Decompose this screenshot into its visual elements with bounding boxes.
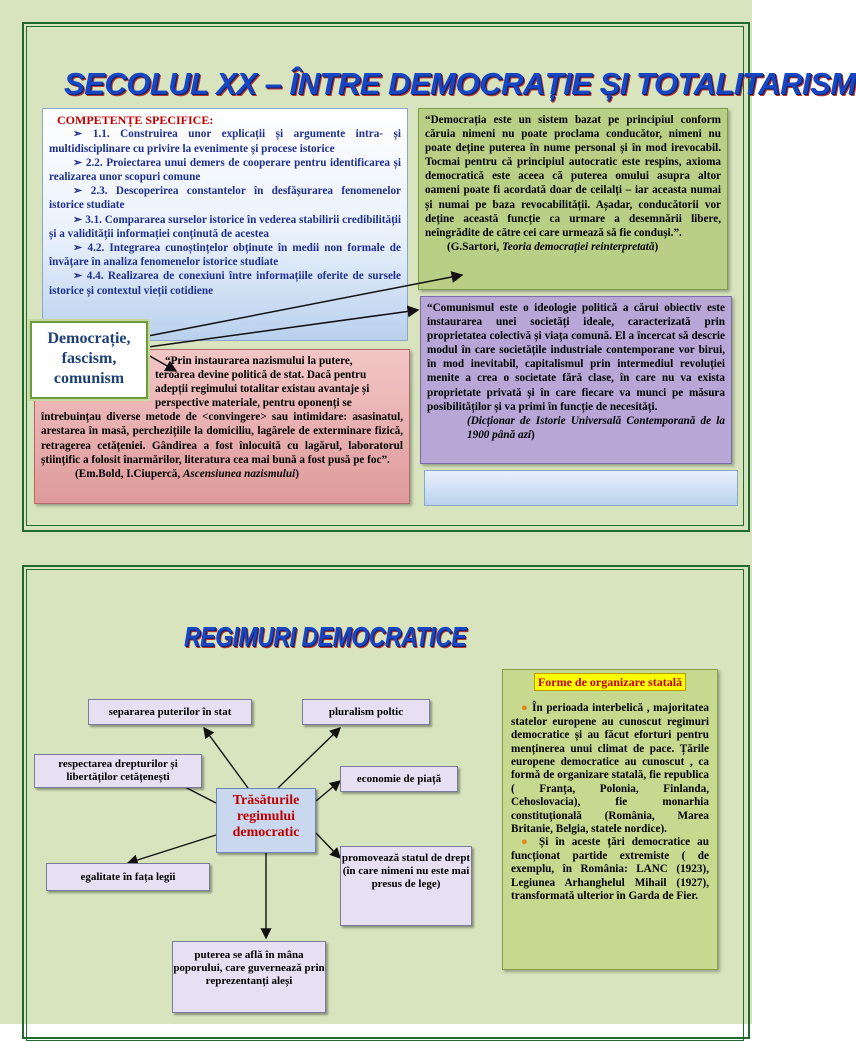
bullet-arrow-icon: ➢ [73, 156, 86, 169]
forms-heading: Forme de organizare statală [534, 673, 686, 691]
forms-paragraph-2: Și în aceste țări democratice au funcționat partide extremiste ( de exemplu, în România: LANC (1923), Legiunea Arhanghelul Mihail (1927), transformată ulterior în Garda de Fier. [511, 836, 709, 903]
forms-box [502, 669, 718, 970]
slide-title: SECOLUL XX – ÎNTRE DEMOCRAȚIE ȘI TOTALITARISM [64, 66, 856, 101]
quote-nazism-source: (Em.Bold, I.Ciupercă, Ascensiunea nazismului) [75, 467, 299, 480]
slide-title: REGIMURI DEMOCRATICE [184, 621, 467, 652]
competence-item: 1.1. Construirea unor explicații și argumente intra- și multidisciplinare cu privire la evenimente și procese istorice [49, 128, 401, 155]
feature-rule-of-law: promovează statul de drept (în care nimeni nu este mai presus de lege) [340, 846, 472, 926]
orange-ball-icon: ● [521, 836, 532, 849]
quote-democracy-source: (G.Sartori, Teoria democrației reinterpretată) [447, 240, 659, 253]
feature-market-economy: economie de piață [340, 766, 458, 792]
slide-democratic-regimes [0, 543, 752, 1024]
quote-communism-text: “Comunismul este o ideologie politică a cărui obiectiv este instaurarea unei societăți ideale, caracterizată prin proprietatea colectivă și viața comună. El a încercat să descrie modul în care societățile industriale contemporane vor birui, în mod inevitabil, capitalismul prin intermediul revoluției menite a crea o societate fără clase, în care nu va exista proprietate privată și în care fiecare va munci pe măsura posibilităților și va primi în funcție de necesități. [427, 302, 725, 413]
feature-political-pluralism: pluralism poltic [302, 699, 430, 725]
center-node: Trăsăturile regimului democratic [216, 788, 316, 853]
quote-nazism-text: întrebuințau diverse metode de <convingere> sau intimidare: asasinatul, arestarea în masă, perchezițiile la domiciliu, lagărele de exterminare fizică, retragerea cetățeniei. Gândirea a fost înlocuită cu lagărul, laboratorul științific a folosit înarmărilor, literatura cea mai bună a fost pusă pe foc”. [41, 411, 403, 466]
competence-item: 2.2. Proiectarea unui demers de cooperare pentru identificarea și realizarea unor scopuri comune [49, 156, 402, 183]
quote-communism-source: (Dicționar de Istorie Universală Contemporană de la 1900 până azi) [467, 414, 725, 441]
feature-separation-of-powers: separarea puterilor în stat [88, 699, 252, 725]
forms-paragraph-1: În perioada interbelică , majoritatea statelor europene au cunoscut regimuri democratice și au făcut eforturi pentru menținerea unui climat de pace. Țările europene democratice au cunoscut , ca formă de organizare statală, fie republica ( Franța, Polonia, Finlanda, Cehoslovacia), fie monarhia constituțională (România, Marea Britanie, Belgia, statele nordice). [511, 702, 710, 836]
quote-nazism-line: perspective materiale, pentru oponenți se [155, 397, 352, 410]
quote-nazism-line: “Prin instaurarea nazismului la putere, [165, 355, 353, 367]
competence-item: 3.1. Compararea surselor istorice în vederea stabilirii credibilității și a validității informației conținută de acestea [49, 213, 402, 240]
quote-democracy-text: “Democrația este un sistem bazat pe principiul conform căruia nimeni nu poate proclama conducător, nimeni nu poate deține puterea în nume personal și în mod irevocabil. Tocmai pentru că principiul autocratic este respins, axioma democratică este aceea că puterea omului asupra altor oameni poate fi acordată doar de ceilalți – iar aceasta numai și numai pe baza revocabilității. Așadar, conducătorii vor deține această funcție ca urmare a desemnării libere, neîngrădite de către cei care urmează să fie conduși.”. [425, 114, 721, 239]
feature-power-of-people: puterea se află în mâna poporului, care guvernează prin reprezentanți aleși [172, 941, 326, 1013]
orange-ball-icon: ● [521, 702, 529, 715]
competence-item: 4.2. Integrarea cunoștințelor obținute în medii non formale de învățare în analiza fenomenelor istorice studiate [49, 241, 401, 269]
center-topic-label: Democrație, fascism, comunism [30, 321, 148, 399]
competence-item: 2.3. Descoperirea constantelor în desfășurarea fenomenelor istorice studiate [49, 185, 402, 212]
feature-equality-before-law: egalitate în fața legii [46, 863, 210, 891]
quote-nazism-line: teroarea devine politică de stat. Dacă pentru [155, 369, 367, 382]
quote-nazism-line: adepții regimului totalitar existau avantaje și [155, 383, 370, 396]
bullet-arrow-icon: ➢ [73, 185, 91, 198]
competences-heading: COMPETENȚE SPECIFICE: [57, 113, 214, 127]
bullet-arrow-icon: ➢ [73, 270, 87, 283]
competence-item: 4.4. Realizarea de conexiuni între informațiile oferite de sursele istorice și contextul vieții cotidiene [49, 270, 401, 297]
connector-arrows [0, 0, 752, 543]
bullet-arrow-icon: ➢ [73, 128, 93, 141]
bullet-arrow-icon: ➢ [73, 213, 86, 226]
feature-rights-and-freedoms: respectarea drepturilor și libertăților cetățenești [34, 754, 202, 788]
bullet-arrow-icon: ➢ [73, 241, 88, 254]
